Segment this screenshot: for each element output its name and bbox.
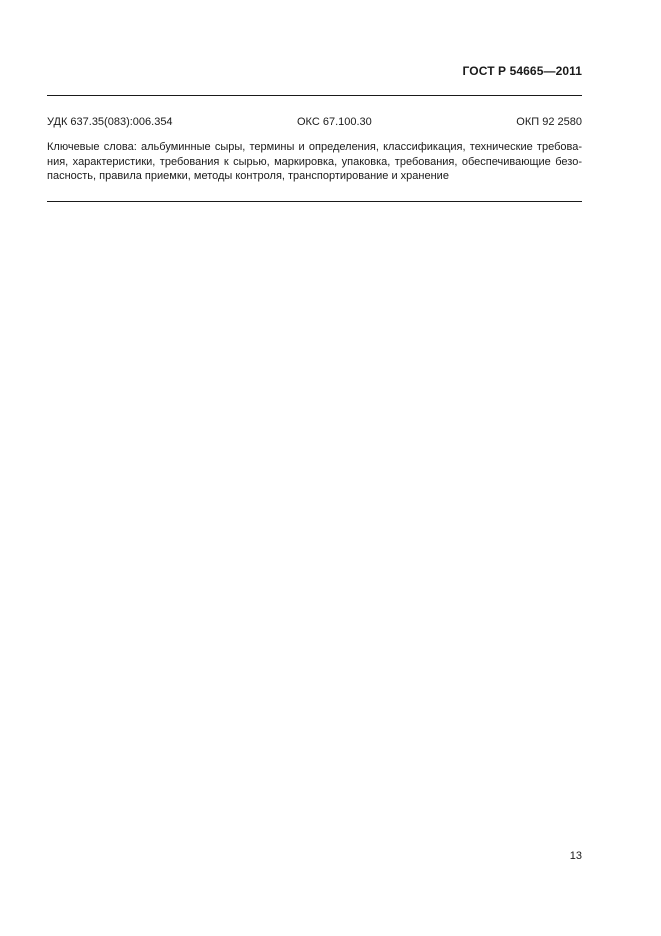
keywords-line: ния, характеристики, требования к сырью, маркировка, упаковка, требования, обеспечивающие безо- [47,155,582,168]
top-divider [47,95,582,96]
keywords-paragraph [47,140,582,184]
keywords-line: Ключевые слова: альбуминные сыры, термины и определения, классификация, технические требова- [47,141,582,153]
classification-codes [47,116,582,130]
oks-code: ОКС 67.100.30 [297,116,372,128]
keywords-line: пасность, правила приемки, методы контроля, транспортирование и хранение [47,170,449,182]
bottom-divider [47,201,582,202]
udk-code: УДК 637.35(083):006.354 [47,116,173,128]
okp-code: ОКП 92 2580 [516,116,582,128]
document-code: ГОСТ Р 54665—2011 [462,64,582,78]
page-number: 13 [569,850,582,862]
